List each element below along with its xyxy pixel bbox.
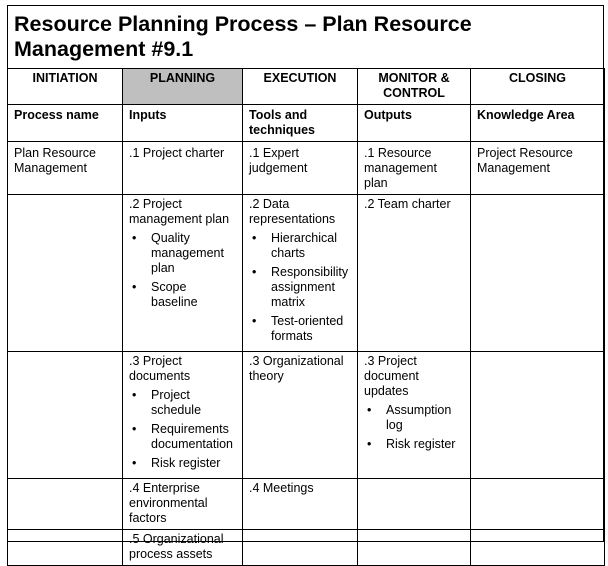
input-cell (123, 352, 243, 479)
tool-cell (243, 142, 358, 195)
tool-label: .1 Expert judgement (249, 146, 308, 175)
input-label: .4 Enterprise environmental factors (129, 481, 208, 525)
header-outputs: Outputs (358, 105, 471, 142)
header-row (8, 105, 605, 142)
input-label: .2 Project management plan (129, 197, 230, 226)
knowledge-area-cell: Project Resource Management (471, 142, 605, 195)
empty-cell (8, 479, 123, 530)
tool-label: .4 Meetings (249, 481, 314, 495)
header-knowledge-area: Knowledge Area (471, 105, 605, 142)
input-label: .5 Organizational process assets (129, 532, 224, 561)
input-label: .3 Project documents (129, 354, 191, 383)
table-row (8, 142, 605, 195)
list-item: • Requirements documentation (151, 422, 236, 452)
list-item: • Responsibility assignment matrix (271, 265, 351, 310)
tool-bullet-list (249, 231, 351, 344)
empty-cell (243, 530, 358, 566)
phase-execution: EXECUTION (243, 69, 358, 105)
empty-cell (471, 195, 605, 352)
output-bullet-list (364, 403, 464, 452)
output-label: .1 Resource management plan (364, 146, 437, 190)
empty-cell (358, 479, 471, 530)
input-cell (123, 530, 243, 566)
tool-cell (243, 195, 358, 352)
empty-cell (8, 195, 123, 352)
input-label: .1 Project charter (129, 146, 225, 160)
empty-cell (471, 530, 605, 566)
phase-row (8, 69, 605, 105)
empty-cell (8, 352, 123, 479)
empty-cell (358, 530, 471, 566)
input-bullet-list (129, 231, 236, 310)
tool-cell (243, 479, 358, 530)
tool-label: .3 Organizational theory (249, 354, 344, 383)
output-label: .2 Team charter (364, 197, 451, 211)
input-cell (123, 479, 243, 530)
list-item: • Risk register (386, 437, 464, 452)
phase-planning: PLANNING (123, 69, 243, 105)
empty-cell (471, 352, 605, 479)
empty-cell (8, 530, 123, 566)
phase-monitor-control: MONITOR & CONTROL (358, 69, 471, 105)
list-item: • Risk register (151, 456, 236, 471)
process-table (7, 68, 605, 566)
header-tools: Tools and techniques (243, 105, 358, 142)
input-cell (123, 195, 243, 352)
process-name-cell: Plan Resource Management (8, 142, 123, 195)
output-cell (358, 195, 471, 352)
list-item: • Hierarchical charts (271, 231, 351, 261)
list-item: • Scope baseline (151, 280, 236, 310)
phase-closing: CLOSING (471, 69, 605, 105)
output-label: .3 Project document updates (364, 354, 419, 398)
input-cell (123, 142, 243, 195)
input-bullet-list (129, 388, 236, 471)
list-item: • Quality management plan (151, 231, 236, 276)
table-row (8, 479, 605, 530)
phase-initiation: INITIATION (8, 69, 123, 105)
header-inputs: Inputs (123, 105, 243, 142)
tool-label: .2 Data representations (249, 197, 336, 226)
empty-cell (471, 479, 605, 530)
list-item: • Project schedule (151, 388, 236, 418)
list-item: • Test-oriented formats (271, 314, 351, 344)
list-item: • Assumption log (386, 403, 464, 433)
output-cell (358, 142, 471, 195)
table-row (8, 530, 605, 566)
table-row (8, 195, 605, 352)
table-row (8, 352, 605, 479)
header-process-name: Process name (8, 105, 123, 142)
page-title: Resource Planning Process – Plan Resource Management #9.1 (14, 12, 472, 61)
tool-cell (243, 352, 358, 479)
output-cell (358, 352, 471, 479)
